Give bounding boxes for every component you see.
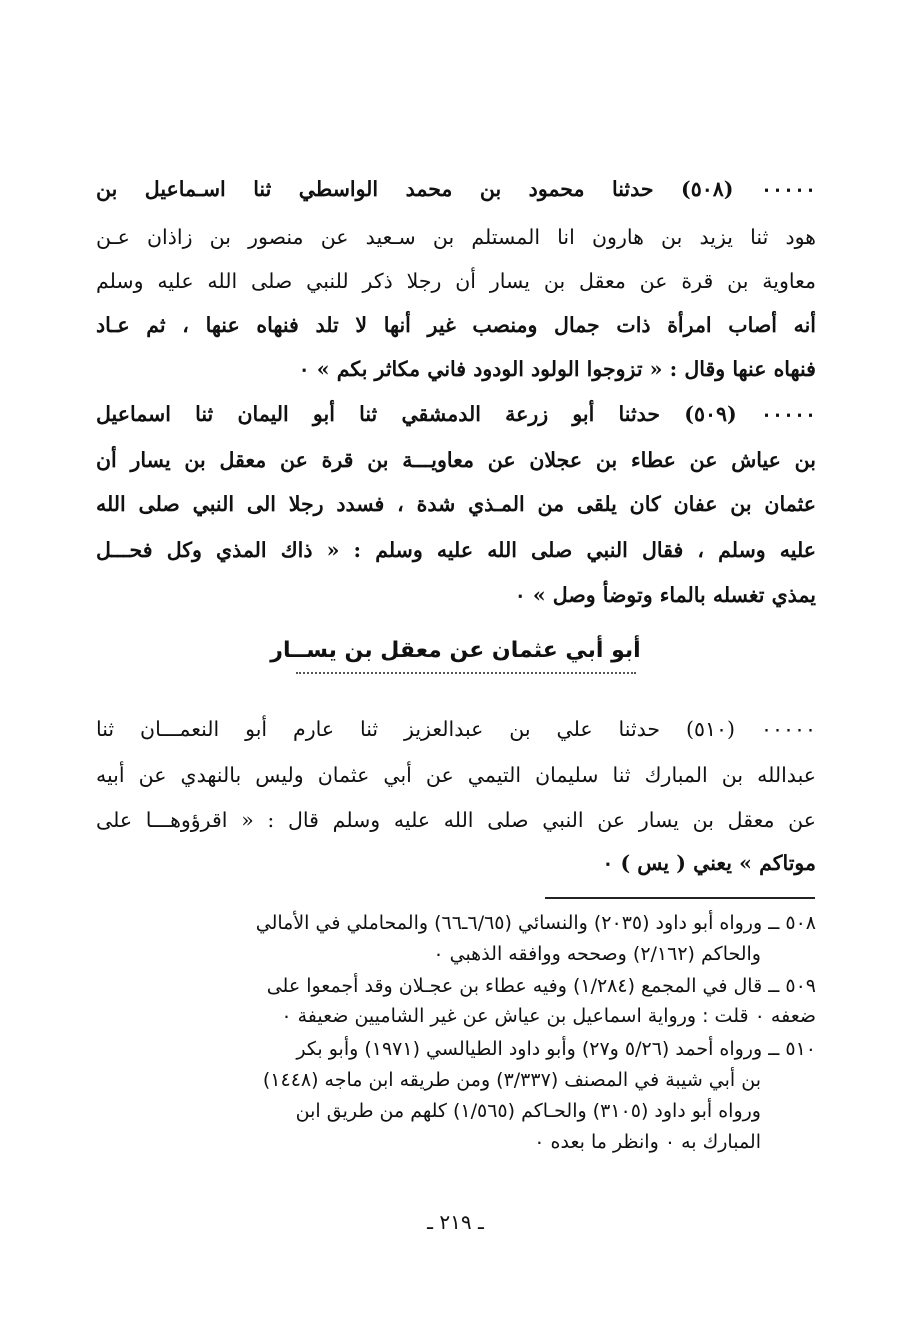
- hadith-509-line-5: يمذي تغسله بالماء وتوضأ وصل » ٠: [514, 583, 816, 607]
- footnote-508-line-1: ٥٠٨ ــ ورواه أبو داود (٢٠٣٥) والنسائي (٦/٦٥ـ٦٦) والمحاملي في الأمالي: [255, 912, 816, 934]
- hadith-509-line-3: عثمان بن عفان كان يلقى من المـذي شدة ، فسدد رجلا الى النبي صلى الله: [96, 492, 816, 516]
- footnote-510-line-1: ٥١٠ ــ ورواه أحمد (٥/٢٦ و٢٧) وأبو داود الطيالسي (١٩٧١) وأبو بكر: [296, 1038, 816, 1060]
- hadith-508-line-2: هود ثنا يزيد بن هارون انا المستلم بن سـعيد عن منصور بن زاذان عـن: [96, 225, 816, 249]
- hadith-509-line-4: عليه وسلم ، فقال النبي صلى الله عليه وسلم : « ذاك المذي وكل فحـــل: [96, 538, 816, 562]
- hadith-508-line-5: فنهاه عنها وقال : « تزوجوا الولود الودود فاني مكاثر بكم » ٠: [298, 357, 816, 381]
- hadith-509-line-1: ٠٠٠٠٠ (٥٠٩) حدثنا أبو زرعة الدمشقي ثنا أبو اليمان ثنا اسماعيل: [96, 402, 816, 426]
- hadith-510-line-3: عن معقل بن يسار عن النبي صلى الله عليه وسلم قال : « اقرؤوهـــا على: [96, 808, 816, 832]
- footnote-508-line-2: والحاكم (٢/١٦٢) وصححه ووافقه الذهبي ٠: [433, 943, 761, 965]
- footnote-509-line-2: ضعفه ٠ قلت : ورواية اسماعيل بن عياش عن غير الشاميين ضعيفة ٠: [281, 1005, 816, 1027]
- heading-underline: [296, 672, 636, 674]
- hadith-508-line-4: أنه أصاب امرأة ذات جمال ومنصب غير أنها لا تلد فنهاه عنها ، ثم عـاد: [96, 313, 816, 337]
- hadith-508-line-1: ٠٠٠٠٠ (٥٠٨) حدثنا محمود بن محمد الواسطي ثنا اسـماعيل بن: [96, 177, 816, 201]
- hadith-510-line-1: ٠٠٠٠٠ (٥١٠) حدثنا علي بن عبدالعزيز ثنا عارم أبو النعمـــان ثنا: [96, 717, 816, 741]
- hadith-508-line-3: معاوية بن قرة عن معقل بن يسار أن رجلا ذكر للنبي صلى الله عليه وسلم: [96, 269, 816, 293]
- hadith-509-line-2: بن عياش عن عطاء بن عجلان عن معاويـــة بن قرة عن معقل بن يسار أن: [96, 448, 816, 472]
- footnote-510-line-2: بن أبي شيبة في المصنف (٣/٣٣٧) ومن طريقه ابن ماجه (١٤٤٨): [262, 1069, 761, 1091]
- footnote-separator: [545, 897, 815, 899]
- footnote-510-line-4: المبارك به ٠ وانظر ما بعده ٠: [534, 1131, 761, 1153]
- section-heading: أبو أبي عثمان عن معقل بن يســار: [270, 638, 641, 663]
- footnote-510-line-3: ورواه أبو داود (٣١٠٥) والحـاكم (١/٥٦٥) كلهم من طريق ابن: [295, 1100, 761, 1122]
- page-number: ـ ٢١٩ ـ: [427, 1210, 484, 1234]
- hadith-510-line-4: موتاكم » يعني ( يس ) ٠: [602, 851, 816, 875]
- hadith-510-line-2: عبدالله بن المبارك ثنا سليمان التيمي عن أبي عثمان وليس بالنهدي عن أبيه: [96, 763, 816, 787]
- footnote-509-line-1: ٥٠٩ ــ قال في المجمع (١/٢٨٤) وفيه عطاء بن عجـلان وقد أجمعوا على: [266, 975, 816, 997]
